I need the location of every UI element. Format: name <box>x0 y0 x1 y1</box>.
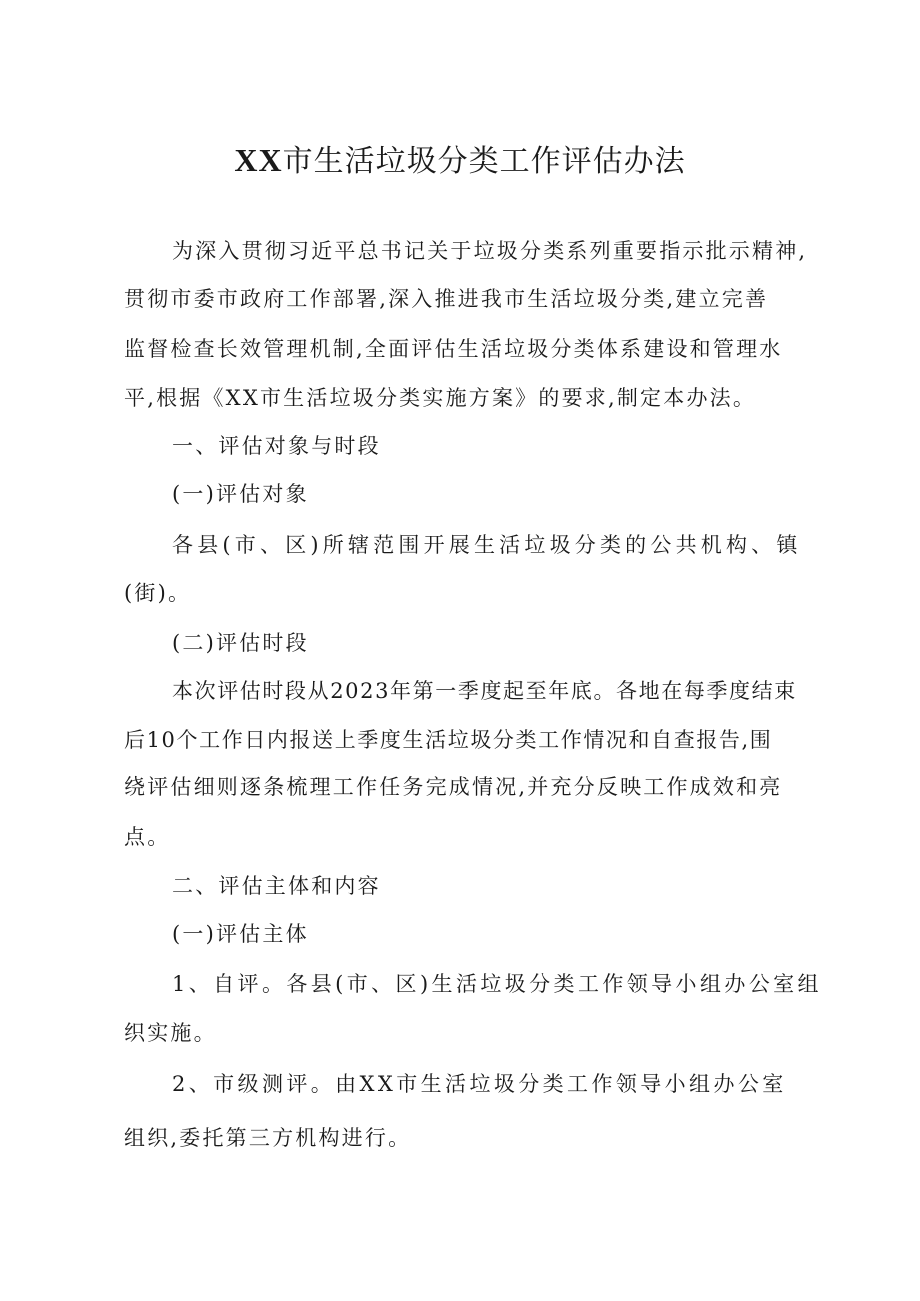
document-title <box>0 138 920 184</box>
title-prefix: XX <box>234 142 283 178</box>
paragraph-line: (街)。 <box>124 581 192 605</box>
paragraph-line: 后10个工作日内报送上季度生活垃圾分类工作情况和自查报告,围 <box>124 728 773 752</box>
subsection-heading: (一)评估主体 <box>172 922 309 946</box>
paragraph-line: 1、自评。各县(市、区)生活垃圾分类工作领导小组办公室组 <box>172 972 822 996</box>
paragraph-line: 监督检查长效管理机制,全面评估生活垃圾分类体系建设和管理水 <box>124 337 783 361</box>
paragraph-line: 绕评估细则逐条梳理工作任务完成情况,并充分反映工作成效和亮 <box>124 775 783 799</box>
subsection-heading: (一)评估对象 <box>172 482 309 506</box>
section-heading: 一、评估对象与时段 <box>172 434 381 458</box>
paragraph-line: 各县(市、区)所辖范围开展生活垃圾分类的公共机构、镇 <box>172 533 802 557</box>
paragraph-line: 点。 <box>124 825 171 849</box>
paragraph-line: 本次评估时段从2023年第一季度起至年底。各地在每季度结束 <box>172 679 797 703</box>
title-text: 市生活垃圾分类工作评估办法 <box>282 144 686 179</box>
paragraph-line: 平,根据《XX市生活垃圾分类实施方案》的要求,制定本办法。 <box>124 386 757 410</box>
paragraph-line: 为深入贯彻习近平总书记关于垃圾分类系列重要指示批示精神, <box>172 239 808 263</box>
subsection-heading: (二)评估时段 <box>172 631 309 655</box>
section-heading: 二、评估主体和内容 <box>172 874 381 898</box>
paragraph-line: 2、市级测评。由XX市生活垃圾分类工作领导小组办公室 <box>172 1072 787 1096</box>
paragraph-line: 织实施。 <box>124 1021 217 1045</box>
paragraph-line: 贯彻市委市政府工作部署,深入推进我市生活垃圾分类,建立完善 <box>124 287 769 311</box>
paragraph-line: 组织,委托第三方机构进行。 <box>124 1126 412 1150</box>
